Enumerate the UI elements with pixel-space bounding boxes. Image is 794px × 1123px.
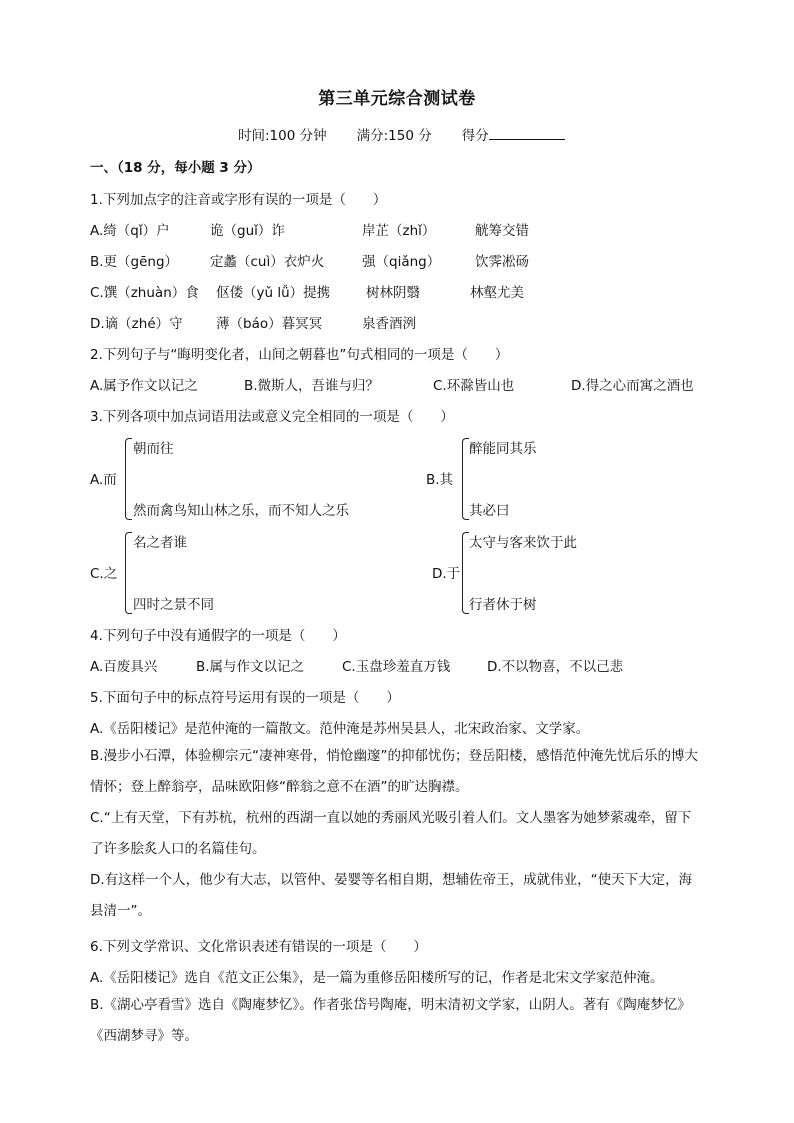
q1-d-2: 薄（báo）暮冥冥 [216,316,323,332]
q1-a-3: 岸芷（zhǐ） [362,223,436,239]
q3-c-bottom: 四时之景不同 [133,597,214,613]
q2-option-c: C.环滁皆山也 [433,378,515,394]
q3-d-label: D.于 [432,566,461,582]
q3-a-brace [125,438,132,520]
question-1-stem: 1.下列加点字的注音或字形有误的一项是（ ） [90,192,387,208]
q3-a-bottom: 然而禽鸟知山林之乐，而不知人之乐 [133,503,349,519]
q1-d-1: D.谪（zhé）守 [90,316,183,332]
q1-b-1: B.更（gēng） [90,254,179,270]
q1-b-3: 强（qiǎng） [362,254,441,270]
q3-b-brace [462,438,469,520]
q3-d-bottom: 行者休于树 [469,597,537,613]
question-5-stem: 5.下面句子中的标点符号运用有误的一项是（ ） [90,690,400,706]
q1-b-4: 饮霁凇砀 [475,254,529,270]
q6-option-a: A.《岳阳楼记》选自《范文正公集》，是一篇为重修岳阳楼所写的记，作者是北宋文学家范仲淹。 [90,970,664,986]
q3-b-top: 醉能同其乐 [469,441,537,457]
q3-d-brace [462,532,469,614]
section-heading: 一、（18 分，每小题 3 分） [90,160,261,176]
q3-b-bottom: 其必曰 [469,503,510,519]
question-3-stem: 3.下列各项中加点词语用法或意义完全相同的一项是（ ） [90,409,454,425]
q5-option-c: C.“上有天堂，下有苏杭，杭州的西湖一直以她的秀丽风光吸引着人们。文人墨客为她梦萦魂牵，留下了许多脍炙人口的名篇佳句。 [90,810,692,857]
q1-c-4: 林壑尤美 [470,285,524,301]
q5-option-b: B.漫步小石潭，体验柳宗元“凄神寒骨，悄怆幽邃”的抑郁忧伤；登岳阳楼，感悟范仲淹先忧后乐的博大情怀；登上醉翁亭，品味欧阳修“醉翁之意不在酒”的旷达胸襟。 [90,748,699,795]
q1-c-1: C.馔（zhuàn）食 [90,285,199,301]
score-blank [489,127,565,140]
time-label: 时间:100 分钟 [238,128,327,144]
q6-option-b: B.《湖心亭看雪》选自《陶庵梦忆》。作者张岱号陶庵，明末清初文学家，山阴人。著有《陶庵梦忆》《西湖梦寻》等。 [90,997,691,1044]
q2-option-b: B.微斯人，吾谁与归？ [244,378,380,394]
q5-option-a: A.《岳阳楼记》是范仲淹的一篇散文。范仲淹是苏州吴县人，北宋政治家、文学家。 [90,721,590,737]
q1-a-1: A.绮（qǐ）户 [90,223,170,239]
q1-c-3: 树林阴翳 [366,285,420,301]
exam-meta [238,124,565,144]
q4-option-a: A.百废具兴 [90,659,158,675]
q3-b-label: B.其 [426,472,454,488]
q3-c-brace [125,532,132,614]
q3-c-label: C.之 [90,566,118,582]
q1-a-4: 觥筹交错 [475,223,529,239]
q1-a-2: 诡（guǐ）诈 [210,223,285,239]
q3-a-top: 朝而往 [133,441,174,457]
q3-c-top: 名之者谁 [133,535,187,551]
q1-b-2: 定蠡（cuì）衣炉火 [210,254,325,270]
q5-option-d: D.有这样一个人，他少有大志，以管仲、晏婴等名相自期，想辅佐帝王，成就伟业，“使天下大定，海县清一”。 [90,872,693,919]
q3-d-top: 太守与客来饮于此 [469,535,577,551]
q2-option-a: A.属予作文以记之 [90,378,198,394]
full-score-label: 满分:150 分 [356,128,432,144]
question-4-stem: 4.下列句子中没有通假字的一项是（ ） [90,628,346,644]
q4-option-d: D.不以物喜，不以己悲 [487,659,624,675]
q3-a-label: A.而 [90,472,117,488]
q4-option-c: C.玉盘珍羞直万钱 [342,659,451,675]
score-label: 得分 [461,128,489,144]
question-6-stem: 6.下列文学常识、文化常识表述有错误的一项是（ ） [90,939,427,955]
q2-option-d: D.得之心而寓之酒也 [571,378,694,394]
q1-d-3: 泉香酒洌 [362,316,416,332]
page-title: 第三单元综合测试卷 [318,89,476,109]
q4-option-b: B.属与作文以记之 [196,659,305,675]
question-2-stem: 2.下列句子与“晦明变化者，山间之朝暮也”句式相同的一项是（ ） [90,347,509,363]
q1-c-2: 伛偻（yǔ lǚ）提携 [216,285,331,301]
